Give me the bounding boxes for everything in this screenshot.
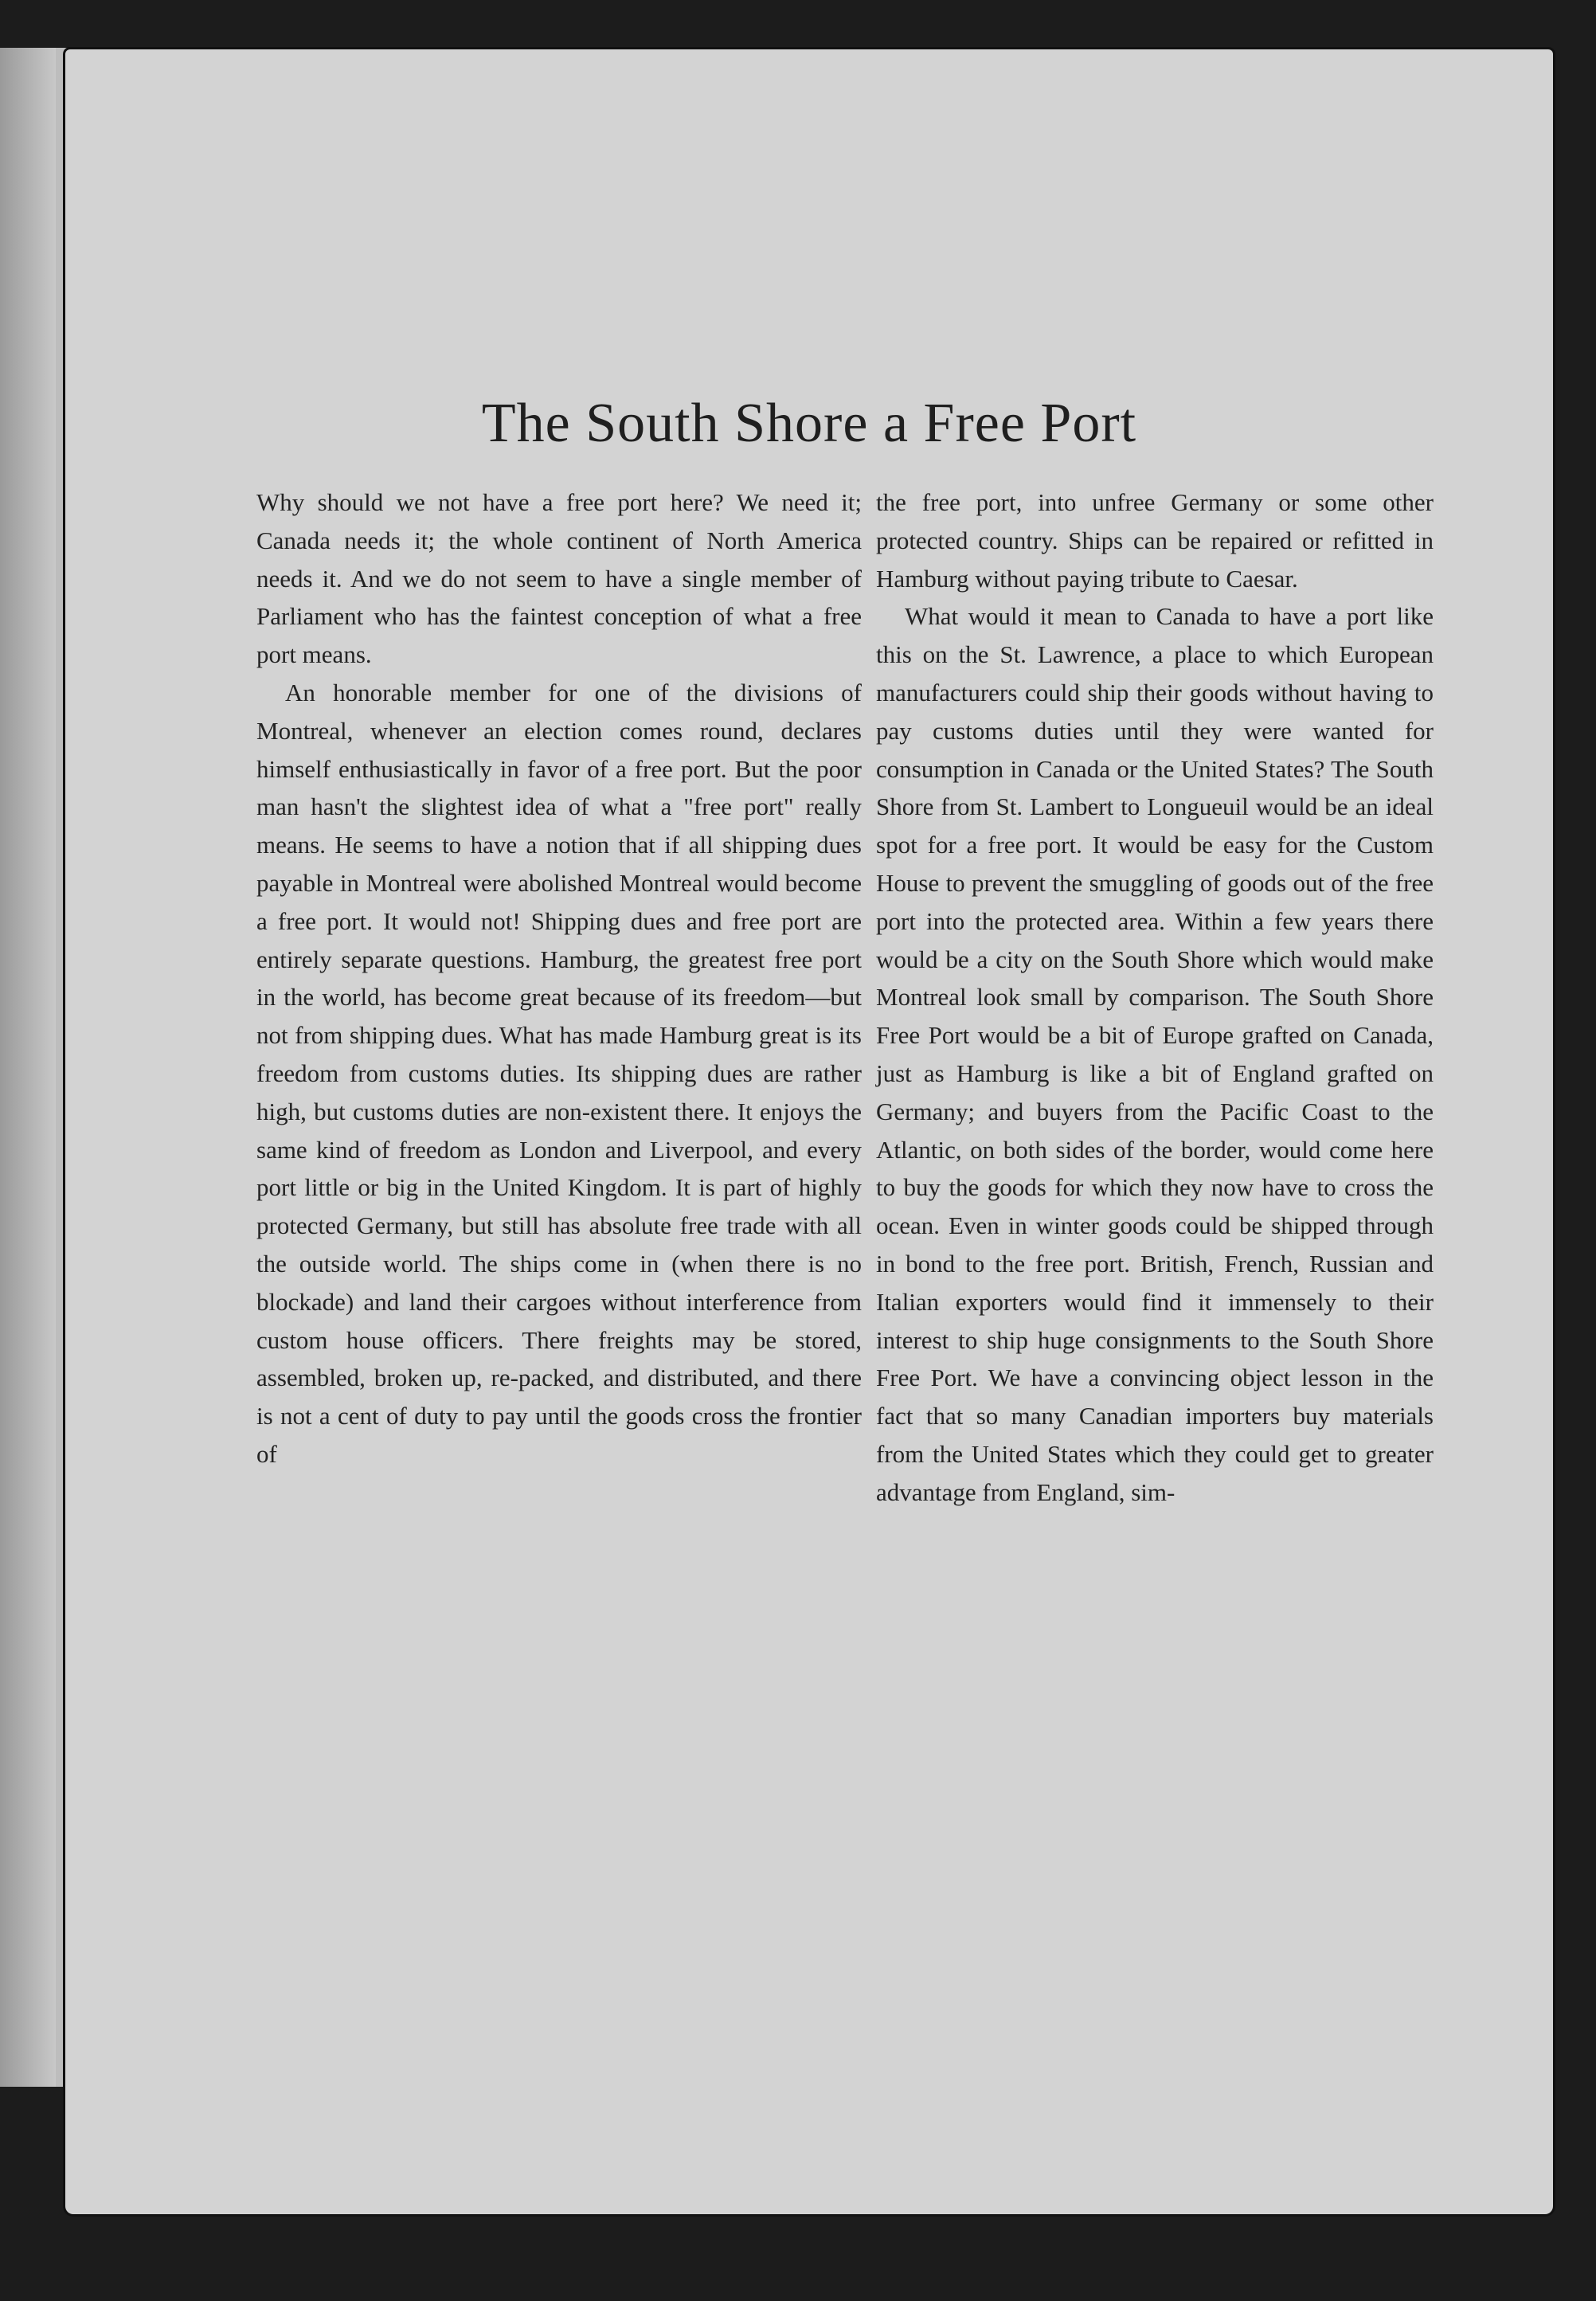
paragraph: the free port, into unfree Germany or some other protected country. Ships can be repaired or refitted in Hamburg without paying tribute to Caesar. — [876, 488, 1434, 593]
paragraph: Why should we not have a free port here? We need it; Canada needs it; the whole continent of North America needs it. And we do not seem to have a single member of Parliament who has the faintest conception of what a free port means. — [256, 488, 862, 669]
paragraph: An honorable member for one of the divisions of Montreal, whenever an election comes round, declares himself enthusiastically in favor of a free port. But the poor man hasn't the slightest idea of what a "free port" really means. He seems to have a notion that if all shipping dues payable in Montreal were abolished Montreal would become a free port. It would not! Shipping dues and free port are entirely separate questions. Hamburg, the greatest free port in the world, has become great because of its freedom—but not from shipping dues. What has made Hamburg great is its freedom from customs duties. Its shipping dues are rather high, but customs duties are non-existent there. It enjoys the same kind of freedom as London and Liverpool, and every port little or big in the United Kingdom. It is part of highly protected Germany, but still has absolute free trade with all the outside world. The ships come in (when there is no blockade) and land their cargoes without interference from custom house officers. There freights may be stored, assembled, broken up, re-packed, and distributed, and there is not a cent of duty to pay until the goods cross the frontier of — [256, 678, 862, 1468]
paragraph: What would it mean to Canada to have a port like this on the St. Lawrence, a place to which European manufacturers could ship their goods without having to pay customs duties until they were wanted for consumption in Canada or the United States? The South Shore from St. Lambert to Longueuil would be an ideal spot for a free port. It would be easy for the Custom House to prevent the smuggling of goods out of the free port into the protected area. Within a few years there would be a city on the South Shore which would make Montreal look small by comparison. The South Shore Free Port would be a bit of Europe grafted on Canada, just as Hamburg is like a bit of England grafted on Germany; and buyers from the Pacific Coast to the Atlantic, on both sides of the border, would come here to buy the goods for which they now have to cross the ocean. Even in winter goods could be shipped through in bond to the free port. British, French, Russian and Italian exporters would find it immensely to their interest to ship huge consignments to the South Shore Free Port. We have a convincing object lesson in the fact that so many Canadian importers buy materials from the United States which they could get to greater advantage from England, sim- — [876, 602, 1434, 1506]
adjacent-page-shade — [0, 48, 56, 2087]
left-column — [256, 483, 862, 1473]
right-column — [876, 483, 1434, 1512]
document-page — [65, 49, 1553, 2214]
article-title: The South Shore a Free Port — [481, 393, 1137, 454]
